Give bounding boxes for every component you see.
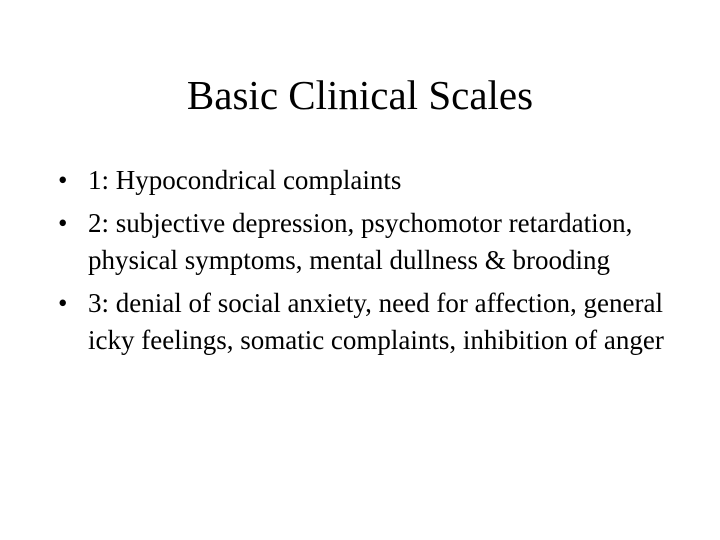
- list-item: [58, 285, 678, 359]
- slide-title: Basic Clinical Scales: [186, 72, 534, 118]
- bullet-text: 1: Hypocondrical complaints: [88, 165, 402, 195]
- list-item: [58, 162, 678, 199]
- bullet-text: 2: subjective depression, psychomotor retardation, physical symptoms, mental dullness & brooding: [88, 208, 633, 275]
- bullet-text: 3: denial of social anxiety, need for affection, general icky feelings, somatic complaints, inhibition of anger: [88, 288, 664, 355]
- bullet-icon: •: [58, 165, 68, 195]
- bullet-list: [58, 162, 678, 365]
- bullet-icon: •: [58, 288, 68, 318]
- bullet-icon: •: [58, 208, 68, 238]
- list-item: [58, 205, 678, 279]
